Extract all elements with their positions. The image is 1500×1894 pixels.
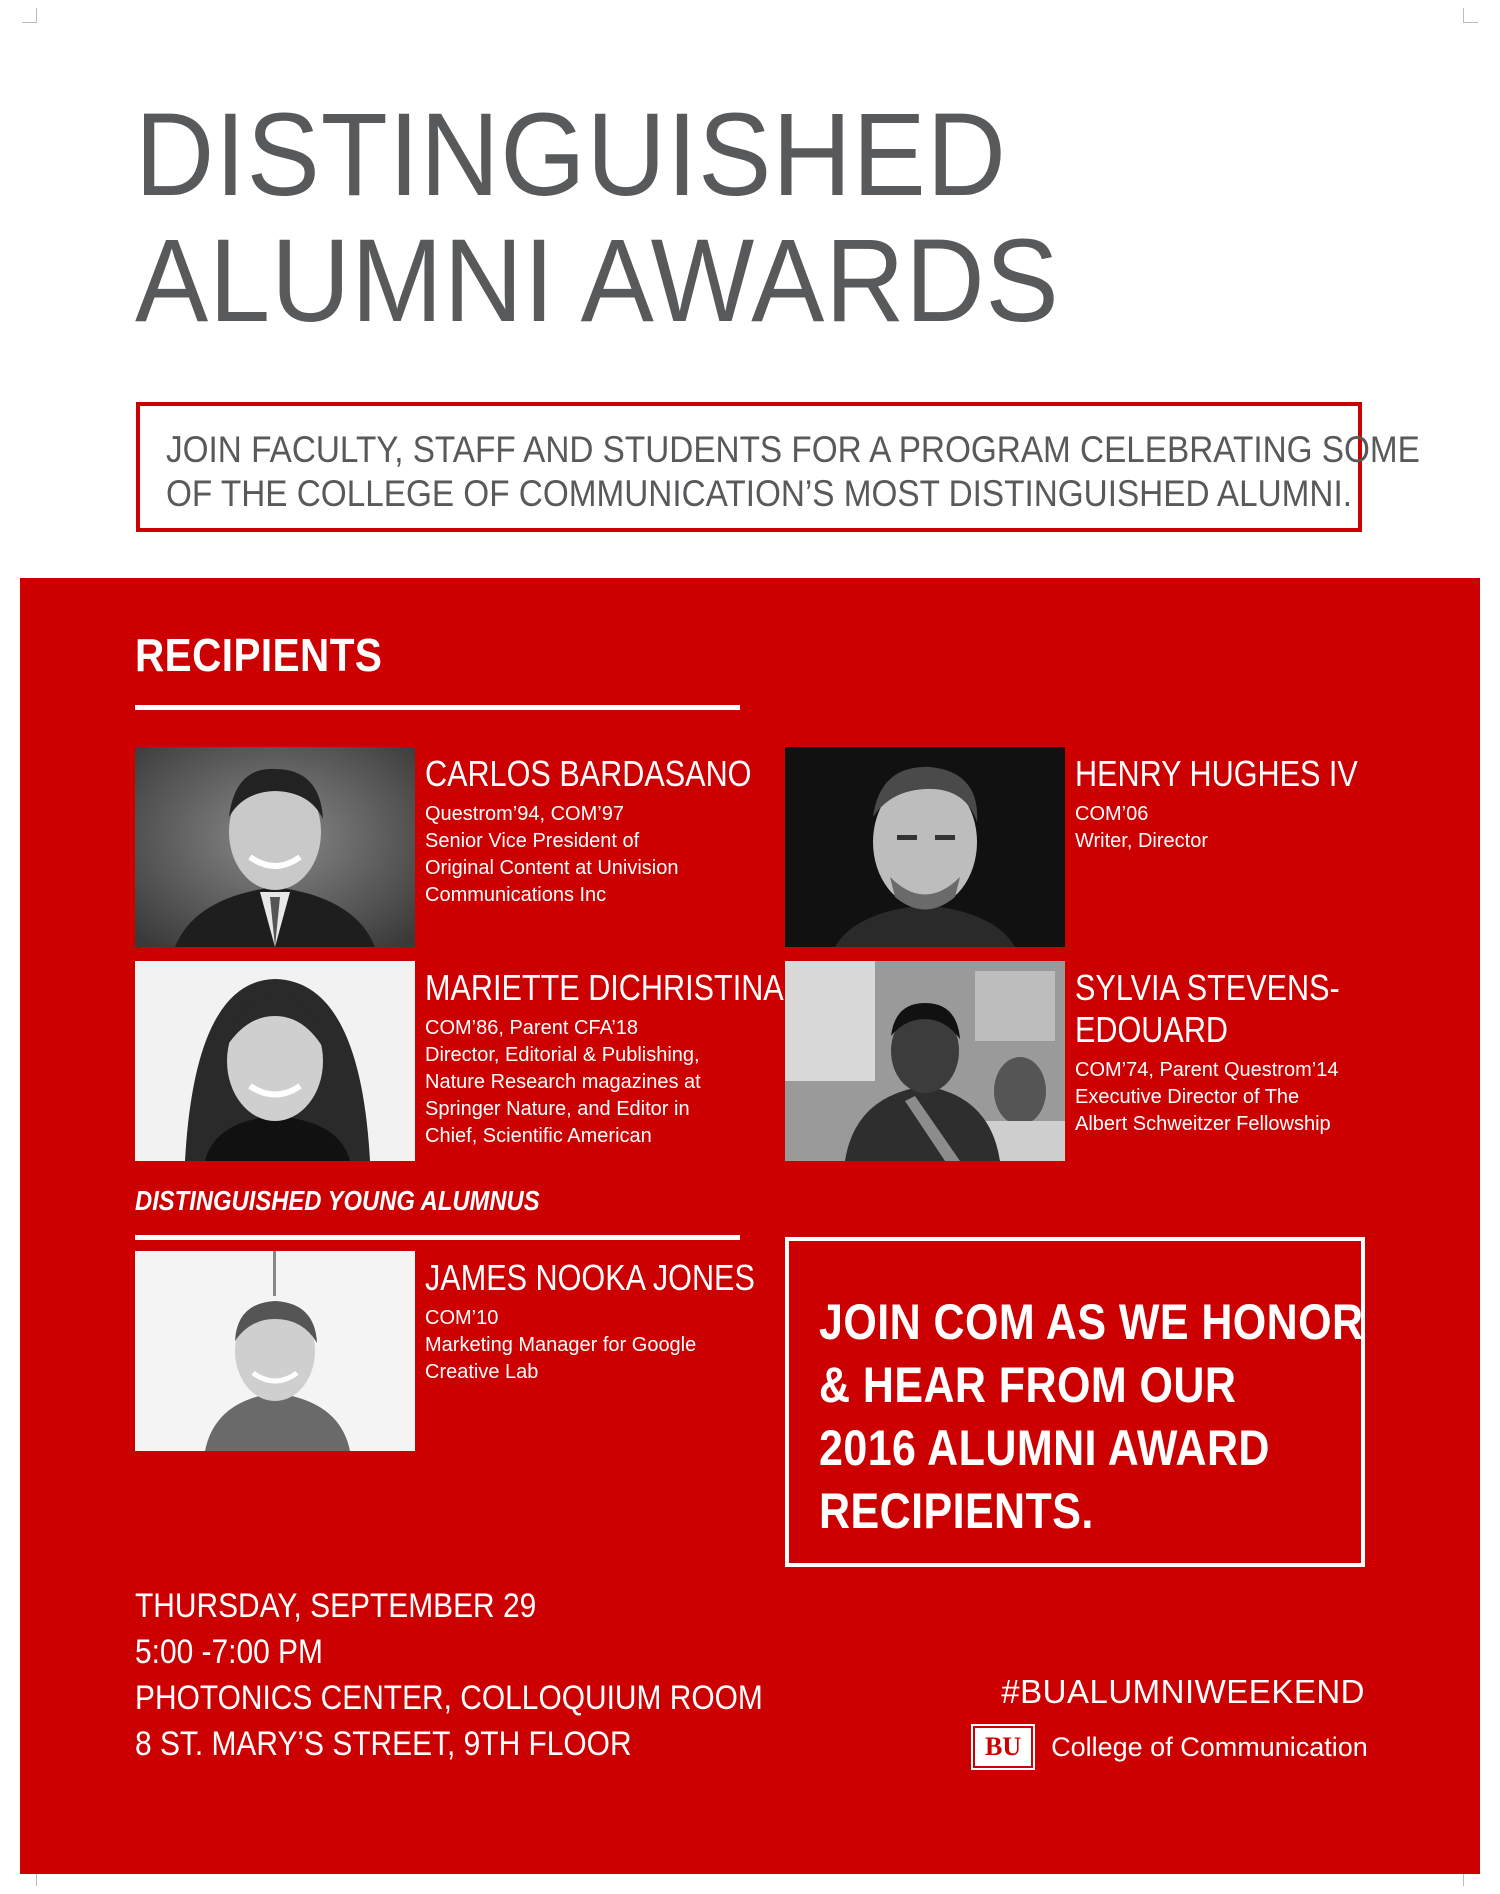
honor-callout-box	[785, 1237, 1365, 1567]
detail-line: Senior Vice President of	[425, 830, 640, 852]
event-address: 8 ST. MARY’S STREET, 9TH FLOOR	[135, 1725, 632, 1763]
honor-text	[819, 1291, 1364, 1543]
hashtag: #BUALUMNIWEEKEND	[1001, 1673, 1365, 1710]
recipient-photo	[785, 961, 1065, 1161]
young-alumnus-rule	[135, 1235, 740, 1240]
recipients-rule	[135, 705, 740, 710]
recipient-details	[1075, 1057, 1415, 1138]
event-date: THURSDAY, SEPTEMBER 29	[135, 1587, 537, 1625]
bu-college-logo	[975, 1728, 1368, 1766]
recipient-name: HENRY HUGHES IV	[1075, 753, 1358, 794]
bu-logo-mark: BU	[975, 1728, 1031, 1766]
recipient-details	[1075, 801, 1415, 855]
young-alumnus-heading: DISTINGUISHED YOUNG ALUMNUS	[135, 1185, 540, 1216]
detail-line: Original Content at Univision	[425, 857, 679, 879]
detail-line: Writer, Director	[1075, 830, 1208, 852]
detail-line: Nature Research magazines at	[425, 1071, 701, 1093]
detail-line: COM’06	[1075, 803, 1149, 825]
event-time: 5:00 -7:00 PM	[135, 1633, 323, 1671]
detail-line: Communications Inc	[425, 884, 607, 906]
name-line: SYLVIA STEVENS-	[1075, 967, 1340, 1008]
detail-line: Questrom’94, COM’97	[425, 803, 624, 825]
detail-line: Marketing Manager for Google	[425, 1334, 697, 1356]
title-line-1: DISTINGUISHED	[135, 89, 1007, 221]
detail-line: Director, Editorial & Publishing,	[425, 1044, 700, 1066]
detail-line: COM’74, Parent Questrom’14	[1075, 1059, 1339, 1081]
event-details	[135, 1583, 763, 1767]
honor-line: JOIN COM AS WE HONOR	[819, 1294, 1364, 1350]
recipient-name: MARIETTE DICHRISTINA	[425, 967, 784, 1008]
recipient-details	[425, 1015, 765, 1150]
detail-line: Springer Nature, and Editor in	[425, 1098, 690, 1120]
detail-line: Creative Lab	[425, 1361, 539, 1383]
honor-line: 2016 ALUMNI AWARD	[819, 1420, 1270, 1476]
recipient-photo	[785, 747, 1065, 947]
detail-line: Executive Director of The	[1075, 1086, 1300, 1108]
recipient-name: JAMES NOOKA JONES	[425, 1257, 755, 1298]
recipient-details	[425, 801, 765, 909]
recipient-name: CARLOS BARDASANO	[425, 753, 752, 794]
recipient-name	[1075, 967, 1364, 1051]
event-venue: PHOTONICS CENTER, COLLOQUIUM ROOM	[135, 1679, 763, 1717]
title-line-2: ALUMNI AWARDS	[135, 215, 1060, 347]
recipient-photo	[135, 747, 415, 947]
crop-mark-top-left	[22, 8, 37, 23]
intro-line-2: OF THE COLLEGE OF COMMUNICATION’S MOST DISTINGUISHED ALUMNI.	[166, 473, 1352, 514]
recipient-photo	[135, 1251, 415, 1451]
detail-line: COM’10	[425, 1307, 499, 1329]
intro-box	[136, 402, 1420, 532]
poster-title	[135, 89, 1060, 347]
college-name: College of Communication	[1051, 1731, 1368, 1762]
detail-line: Chief, Scientific American	[425, 1125, 652, 1147]
recipients-panel	[20, 578, 1480, 1874]
recipient-photo	[135, 961, 415, 1161]
detail-line: COM’86, Parent CFA’18	[425, 1017, 639, 1039]
recipients-heading: RECIPIENTS	[135, 629, 383, 681]
honor-line: RECIPIENTS.	[819, 1483, 1094, 1539]
recipient-details	[425, 1305, 765, 1386]
detail-line: Albert Schweitzer Fellowship	[1075, 1113, 1331, 1135]
name-line: EDOUARD	[1075, 1009, 1229, 1050]
honor-line: & HEAR FROM OUR	[819, 1357, 1237, 1413]
intro-line-1: JOIN FACULTY, STAFF AND STUDENTS FOR A PROGRAM CELEBRATING SOME	[166, 429, 1420, 470]
crop-mark-top-right	[1463, 8, 1478, 23]
